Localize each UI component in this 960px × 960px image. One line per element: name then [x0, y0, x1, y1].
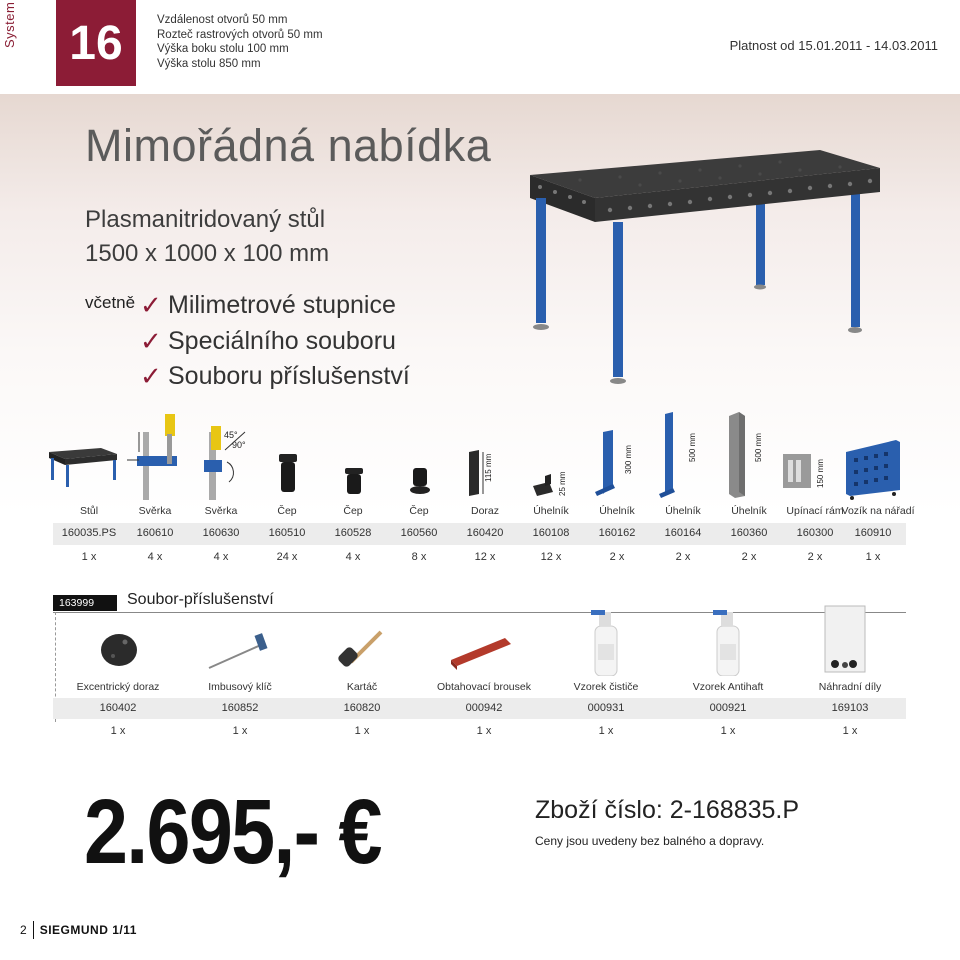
spray-bottle-icon [667, 604, 789, 676]
spray-bottle-icon [545, 604, 667, 676]
accessory-name: Imbusový klíč [208, 681, 272, 693]
accessory-code: 000931 [587, 702, 625, 714]
accessory-code: 000942 [465, 702, 503, 714]
spec-line: Rozteč rastrových otvorů 50 mm [157, 28, 323, 41]
angle-icon [519, 412, 585, 500]
spec-line: Vzdálenost otvorů 50 mm [157, 14, 288, 26]
accessory-name: Náhradní díly [818, 681, 882, 693]
section-label: System [2, 1, 17, 48]
accessory-qty: 1 x [476, 725, 492, 737]
product-name: Úhelník [665, 505, 701, 517]
spec-line: Výška boku stolu 100 mm [157, 43, 289, 55]
eccentric-stop-icon [57, 604, 179, 676]
product-name: Čep [343, 505, 363, 517]
product-code: 160420 [466, 527, 504, 539]
product-qty: 1 x [865, 551, 881, 563]
svg-text:25 mm: 25 mm [558, 471, 567, 496]
product-qty: 4 x [345, 551, 361, 563]
svg-text:500 mm: 500 mm [688, 433, 697, 462]
product-code: 160300 [796, 527, 834, 539]
accessory-name: Kartáč [346, 681, 378, 693]
product-code: 160910 [854, 527, 892, 539]
accessory-name: Vzorek Antihaft [692, 681, 764, 693]
accessory-name: Obtahovací brousek [437, 681, 531, 693]
product-name: Stůl [79, 505, 99, 517]
product-name: Upínací rám [786, 505, 844, 517]
magazine-name: SIEGMUND 1/11 [39, 923, 137, 937]
product-code: 160510 [268, 527, 306, 539]
included-item: ✓ Speciálního souboru [140, 324, 410, 360]
product-name: Svěrka [204, 505, 238, 517]
angle-icon [585, 412, 651, 500]
bolt-icon [255, 412, 321, 500]
hex-key-icon [179, 604, 301, 676]
product-code: 160528 [334, 527, 372, 539]
including-label: včetně [85, 293, 136, 312]
accessory-qty: 1 x [598, 725, 614, 737]
product-name: Doraz [470, 505, 499, 517]
page-number: 2 [20, 921, 34, 939]
product-name: Čep [409, 505, 429, 517]
bolt-icon [387, 412, 453, 500]
item-number: Zboží číslo: 2-168835.P [535, 796, 800, 824]
accessory-qty: 1 x [232, 725, 248, 737]
product-qty: 12 x [474, 551, 496, 563]
product-qty: 2 x [675, 551, 691, 563]
square-angle-icon [717, 412, 783, 500]
product-name: Svěrka [138, 505, 172, 517]
footer [20, 921, 137, 939]
product-qty: 4 x [213, 551, 229, 563]
product-name: Úhelník [731, 505, 767, 517]
product-qty: 8 x [411, 551, 427, 563]
angled-clamp-icon [189, 412, 255, 500]
product-name: Vozík na nářadí [841, 505, 915, 517]
accessory-set-code: 163999 [53, 595, 117, 611]
brush-icon [301, 604, 423, 676]
product-code: 160560 [400, 527, 438, 539]
accessory-qty: 1 x [720, 725, 736, 737]
svg-text:45°: 45° [224, 430, 238, 440]
accessory-code: 160402 [99, 702, 137, 714]
accessory-code: 000921 [709, 702, 747, 714]
product-qty: 4 x [147, 551, 163, 563]
svg-text:150 mm: 150 mm [816, 459, 825, 488]
checkmark-icon: ✓ [140, 325, 162, 356]
included-item: ✓ Souboru příslušenství [140, 359, 410, 395]
product-size-line: 1500 x 1000 x 100 mm [85, 240, 330, 267]
product-qty: 2 x [807, 551, 823, 563]
accessory-code: 160820 [343, 702, 381, 714]
accessory-qty: 1 x [354, 725, 370, 737]
offer-title: Mimořádná nabídka [85, 120, 492, 171]
spare-parts-bag-icon [789, 604, 911, 676]
product-name: Úhelník [533, 505, 569, 517]
product-code: 160035.PS [61, 527, 117, 539]
svg-text:115 mm: 115 mm [484, 453, 493, 482]
whetstone-icon [423, 604, 545, 676]
product-name [85, 203, 329, 271]
table-icon [45, 412, 121, 500]
svg-text:300 mm: 300 mm [624, 445, 633, 474]
accessory-qty: 1 x [842, 725, 858, 737]
page-badge: 16 [56, 0, 136, 86]
table-specs [157, 13, 323, 71]
spec-line: Výška stolu 850 mm [157, 57, 261, 70]
product-name: Úhelník [599, 505, 635, 517]
product-qty: 12 x [540, 551, 562, 563]
product-qty: 2 x [741, 551, 757, 563]
product-qty: 2 x [609, 551, 625, 563]
product-qty: 24 x [276, 551, 298, 563]
svg-text:500 mm: 500 mm [754, 433, 763, 462]
validity-dates: Platnost od 15.01.2011 - 14.03.2011 [729, 38, 938, 53]
checkmark-icon: ✓ [140, 361, 162, 391]
product-qty: 1 x [81, 551, 97, 563]
bolt-icon [321, 412, 387, 500]
accessory-qty: 1 x [110, 725, 126, 737]
accessory-name: Excentrický doraz [76, 681, 160, 693]
svg-text:90°: 90° [232, 440, 246, 450]
product-code: 160162 [598, 527, 636, 539]
stop-icon [453, 412, 519, 500]
product-code: 160610 [136, 527, 174, 539]
accessory-code: 160852 [221, 702, 259, 714]
product-name-line: Plasmanitridovaný stůl [85, 206, 326, 233]
angle-icon [651, 412, 717, 500]
price-note: Ceny jsou uvedeny bez balného a dopravy. [535, 834, 765, 848]
price: 2.695,- € [84, 781, 381, 883]
clamp-icon [123, 412, 189, 500]
accessory-name: Vzorek čističe [573, 681, 639, 693]
accessory-set-title: Soubor-příslušenství [127, 591, 274, 608]
product-code: 160360 [730, 527, 768, 539]
checkmark-icon: ✓ [140, 290, 162, 320]
tool-cart-icon [840, 412, 906, 500]
product-code: 160164 [664, 527, 702, 539]
included-list [140, 288, 410, 395]
product-code: 160630 [202, 527, 240, 539]
included-item: ✓ Milimetrové stupnice [140, 288, 410, 324]
accessory-code: 169103 [831, 702, 869, 714]
product-code: 160108 [532, 527, 570, 539]
product-name: Čep [277, 505, 297, 517]
welding-table-image [520, 140, 890, 390]
